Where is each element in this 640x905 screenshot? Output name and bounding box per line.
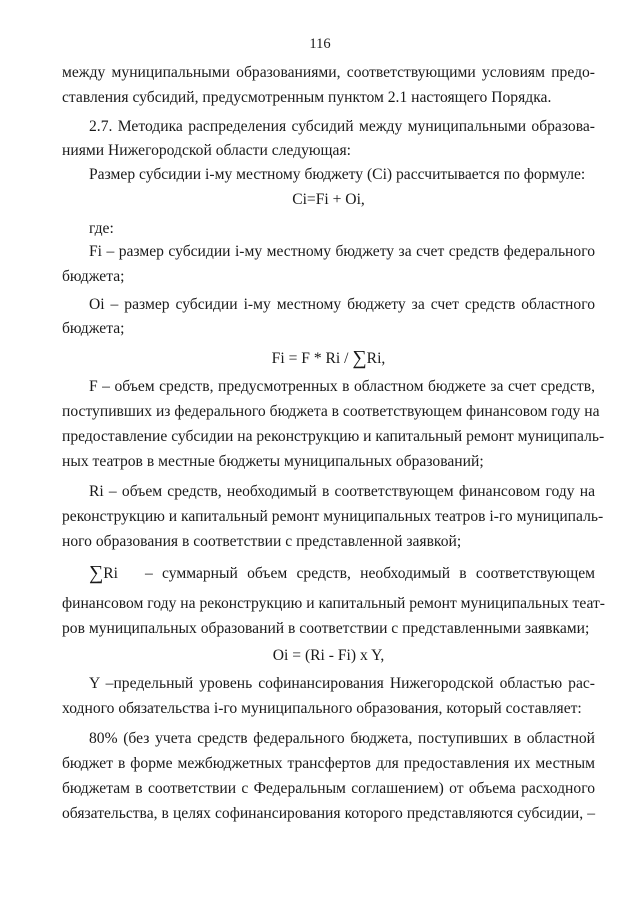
formula-fi-right: Ri, <box>366 350 386 367</box>
text-line: ных театров в местные бюджеты муниципальных образований; <box>62 453 484 470</box>
text-line: бюджета; <box>62 320 125 337</box>
text-line: ного образования в соответствии с представленной заявкой; <box>62 533 462 550</box>
formula-fi <box>62 346 595 368</box>
text-line: предоставление субсидии на реконструкцию и капитальный ремонт муниципаль- <box>62 428 605 445</box>
formula-oi: Oi = (Ri - Fi) x Y, <box>272 647 385 664</box>
text-line: ставления субсидий, предусмотренным пунктом 2.1 настоящего Порядка. <box>62 89 552 106</box>
text-line: Ri – объем средств, необходимый в соответствующем финансовом году на <box>89 483 595 500</box>
text-line: – суммарный объем средств, необходимый в соответствующем <box>145 565 595 582</box>
text-line: бюджета; <box>62 268 125 285</box>
text-line: между муниципальными образованиями, соответствующими условиям предо- <box>62 64 595 81</box>
sum-symbol: ∑ <box>352 347 367 369</box>
text-line: бюджетам в соответствии с Федеральным соглашением) от объема расходного <box>62 780 595 797</box>
text-line: ров муниципальных образований в соответствии с представленными заявками; <box>62 620 590 637</box>
text-line: Размер субсидии i-му местному бюджету (Ci) рассчитывается по формуле: <box>89 166 586 183</box>
text-line: реконструкцию и капитальный ремонт муниципальных театров i-го муниципаль- <box>62 508 604 525</box>
text-line: 80% (без учета средств федерального бюджета, поступивших в областной <box>89 730 595 747</box>
text-line: финансовом году на реконструкцию и капитальный ремонт муниципальных теат- <box>62 595 605 612</box>
text-line: где: <box>89 220 114 237</box>
sum-symbol: ∑ <box>89 562 104 584</box>
text-line: поступивших из федерального бюджета в соответствующем финансовом году на <box>62 403 600 420</box>
text-line: Y –предельный уровень софинансирования Нижегородской областью рас- <box>89 675 595 692</box>
text-line: 2.7. Методика распределения субсидий между муниципальными образова- <box>89 118 595 135</box>
text-line: ходного обязательства i-го муниципального образования, который составляет: <box>62 700 582 717</box>
page-number: 116 <box>309 36 331 52</box>
text-line: Fi – размер субсидии i-му местному бюджету за счет средств федерального <box>89 243 595 260</box>
formula-ci: Ci=Fi + Oi, <box>292 191 365 208</box>
text-line: обязательства, в целях софинансирования которого представляются субсидии, – <box>62 805 595 822</box>
sum-ri: Ri <box>103 565 118 582</box>
text-line: Oi – размер субсидии i-му местному бюджету за счет средств областного <box>89 296 595 313</box>
text-line: ниями Нижегородской области следующая: <box>62 142 351 159</box>
text-line: бюджет в форме межбюджетных трансфертов для предоставления их местным <box>62 755 595 772</box>
text-line: F – объем средств, предусмотренных в областном бюджете за счет средств, <box>89 378 595 395</box>
sum-definition-line <box>89 563 595 585</box>
formula-fi-left: Fi = F * Ri / <box>271 350 349 367</box>
